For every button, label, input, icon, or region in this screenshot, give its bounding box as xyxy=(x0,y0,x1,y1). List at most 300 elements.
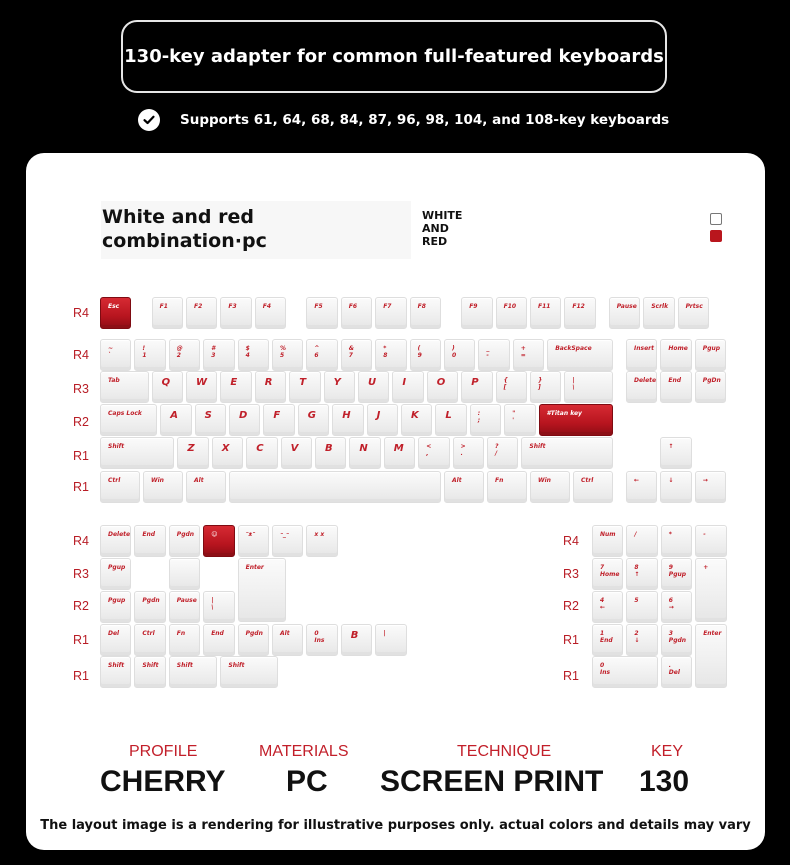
keycap xyxy=(152,371,183,403)
keycap-legend: Alt xyxy=(452,477,462,484)
keycap xyxy=(134,591,165,623)
spec-heading-technique: TECHNIQUE xyxy=(457,743,552,760)
keycap xyxy=(564,297,595,329)
keycap xyxy=(678,297,709,329)
keycap xyxy=(169,525,200,557)
keycap xyxy=(341,297,372,329)
keycap-legend: | xyxy=(383,630,386,637)
keycap-legend: Esc xyxy=(108,303,120,310)
row-label: R1 xyxy=(73,480,89,494)
keycap xyxy=(272,339,303,371)
keycap-legend: R xyxy=(264,377,273,388)
keycap xyxy=(306,624,337,656)
keycap-legend: Ctrl xyxy=(108,477,121,484)
keycap-legend: U xyxy=(368,377,377,388)
keycap xyxy=(661,558,692,590)
keycap xyxy=(212,437,243,469)
keycap-legend: * 8 xyxy=(383,345,388,359)
keycap xyxy=(203,624,234,656)
keycap-legend: F4 xyxy=(262,303,272,310)
row-label: R3 xyxy=(73,382,89,396)
keycap-legend: End xyxy=(668,377,682,384)
keycap xyxy=(255,297,286,329)
keycap xyxy=(298,404,329,436)
keycap xyxy=(367,404,398,436)
keycap-legend: End xyxy=(211,630,224,637)
keycap xyxy=(341,339,372,371)
keycap-legend: > . xyxy=(460,443,466,457)
keycap xyxy=(496,297,527,329)
swatch-white xyxy=(710,213,722,225)
keycap xyxy=(246,437,277,469)
keycap xyxy=(626,525,657,557)
keycap-legend: H xyxy=(342,410,351,421)
keycap-legend: ! 1 xyxy=(142,345,147,359)
row-label: R3 xyxy=(73,567,89,581)
keycap-legend: F11 xyxy=(538,303,551,310)
keycap-legend: Shift xyxy=(176,662,193,669)
keycap-legend: - xyxy=(703,531,706,538)
keycap xyxy=(564,371,613,403)
keycap-legend: P xyxy=(471,377,479,388)
keycap xyxy=(661,624,692,656)
keycap xyxy=(100,404,157,436)
keycap-legend: F12 xyxy=(572,303,585,310)
keycap xyxy=(470,404,501,436)
keycap xyxy=(410,297,441,329)
keycap-legend: ↓ xyxy=(668,477,674,484)
keycap-legend: : ; xyxy=(477,410,481,424)
keycap xyxy=(238,624,269,656)
keycap xyxy=(592,525,623,557)
keycap xyxy=(195,404,226,436)
spec-heading-materials: MATERIALS xyxy=(259,743,349,760)
row-label: R3 xyxy=(563,567,579,581)
keycap xyxy=(695,339,726,371)
spec-value-key: 130 xyxy=(639,765,690,798)
keycap xyxy=(203,525,234,557)
keycap xyxy=(661,525,692,557)
keycap-legend: Z xyxy=(187,443,195,454)
keycap xyxy=(263,404,294,436)
keycap xyxy=(332,404,363,436)
keycap xyxy=(100,591,131,623)
spec-value-technique: SCREEN PRINT xyxy=(380,765,604,798)
keycap-legend: S xyxy=(204,410,212,421)
row-label: R1 xyxy=(73,633,89,647)
keycap-legend: F3 xyxy=(228,303,237,310)
keycap xyxy=(341,624,372,656)
keycap-legend: + = xyxy=(520,345,526,359)
keycap xyxy=(444,339,475,371)
keycap-legend: Pgdn xyxy=(142,597,160,604)
keycap-legend: M xyxy=(393,443,404,454)
keycap-legend: Home xyxy=(668,345,688,352)
keycap-legend: ? / xyxy=(495,443,499,457)
product-title-line1: White and red xyxy=(102,206,254,228)
keycap-legend: Shift xyxy=(228,662,245,669)
keycap-legend: A xyxy=(170,410,178,421)
keycap-legend: Fn xyxy=(495,477,504,484)
row-label: R1 xyxy=(73,669,89,683)
keycap xyxy=(186,471,226,503)
keycap-legend: 7 Home xyxy=(600,564,620,578)
keycap xyxy=(169,656,218,688)
checkmark-icon xyxy=(138,109,160,131)
keycap-legend: C xyxy=(256,443,264,454)
keycap-legend: I xyxy=(402,377,407,388)
keycap-legend: V xyxy=(290,443,299,454)
keycap-legend: | \ xyxy=(211,597,214,611)
keycap xyxy=(573,471,613,503)
keycap-legend: ↑ xyxy=(668,443,674,450)
keycap-legend: 4 ← xyxy=(600,597,606,611)
keycap-legend: E xyxy=(230,377,238,388)
product-card xyxy=(26,153,765,850)
keycap-legend: 8 ↑ xyxy=(634,564,640,578)
keycap-legend: ᵔᴥᵔ xyxy=(245,531,256,538)
keycap xyxy=(100,371,149,403)
keycap xyxy=(695,624,726,688)
keycap xyxy=(169,339,200,371)
headline-box xyxy=(121,20,667,93)
keycap-legend: $ 4 xyxy=(245,345,250,359)
row-label: R2 xyxy=(563,599,579,613)
keycap xyxy=(100,656,131,688)
keycap xyxy=(626,371,657,403)
keycap xyxy=(592,558,623,590)
keycap-legend: F6 xyxy=(348,303,358,310)
keycap-legend: T xyxy=(299,377,307,388)
keycap-legend: Enter xyxy=(703,630,722,637)
keycap-legend: K xyxy=(411,410,419,421)
disclaimer: The layout image is a rendering for illustrative purposes only. actual colors and details may vary xyxy=(40,818,751,833)
keycap xyxy=(306,297,337,329)
keycap xyxy=(152,297,183,329)
keycap-legend: Shift xyxy=(108,443,125,450)
keycap-legend: Pause xyxy=(176,597,197,604)
keycap-legend: + xyxy=(703,564,709,571)
keycap xyxy=(487,471,527,503)
keycap xyxy=(435,404,466,436)
keycap-legend: Shift xyxy=(529,443,546,450)
keycap-legend: BackSpace xyxy=(555,345,592,352)
keycap-legend: Alt xyxy=(280,630,290,637)
keycap xyxy=(695,558,726,622)
keycap xyxy=(100,525,131,557)
keycap xyxy=(272,624,303,656)
keycap xyxy=(643,297,674,329)
keycap xyxy=(289,371,320,403)
keycap-legend: / xyxy=(634,531,637,538)
keycap xyxy=(134,339,165,371)
keycap-legend: Delete xyxy=(634,377,657,384)
keycap xyxy=(358,371,389,403)
keycap-legend: B xyxy=(350,630,359,641)
keycap xyxy=(169,624,200,656)
keycap xyxy=(186,371,217,403)
keycap-legend: PgDn xyxy=(702,377,721,384)
keycap-legend: #Titan key xyxy=(546,410,582,417)
keycap-legend: F8 xyxy=(417,303,426,310)
keycap xyxy=(626,591,657,623)
keycap-legend: 3 Pgdn xyxy=(668,630,687,644)
keycap-legend: F10 xyxy=(503,303,517,310)
keycap xyxy=(461,297,492,329)
keycap xyxy=(306,339,337,371)
keycap xyxy=(660,371,691,403)
keycap xyxy=(461,371,492,403)
keycap-legend: Enter xyxy=(245,564,264,571)
keycap-legend: | \ xyxy=(572,377,575,391)
keycap-legend: ← xyxy=(634,477,640,484)
keycap-legend: Tab xyxy=(108,377,120,384)
keycap xyxy=(592,656,658,688)
row-label: R4 xyxy=(563,534,579,548)
keycap xyxy=(444,471,484,503)
keycap-legend: G xyxy=(307,410,317,421)
keycap xyxy=(384,437,415,469)
colorway-line1: WHITE xyxy=(422,209,463,222)
keycap xyxy=(349,437,380,469)
keycap xyxy=(453,437,484,469)
keycap xyxy=(521,437,613,469)
spec-heading-key: KEY xyxy=(651,743,684,760)
keycap xyxy=(229,404,260,436)
keycap-legend: ☺ xyxy=(211,531,218,538)
row-label: R4 xyxy=(73,534,89,548)
keycap xyxy=(100,339,131,371)
keycap xyxy=(487,437,518,469)
keycap xyxy=(695,471,726,503)
keycap-legend: Win xyxy=(151,477,164,484)
keycap-legend: ^ 6 xyxy=(314,345,320,359)
keycap-legend: Pgup xyxy=(108,564,126,571)
keycap xyxy=(592,624,623,656)
keycap xyxy=(410,339,441,371)
keycap-legend: 1 End xyxy=(600,630,613,644)
keycap-legend: X xyxy=(221,443,230,454)
keycap xyxy=(660,437,691,469)
keycap-legend: < , xyxy=(426,443,432,457)
keycap xyxy=(401,404,432,436)
keycap-legend: Q xyxy=(161,377,171,388)
keycap-legend: _ - xyxy=(486,345,490,359)
keycap xyxy=(626,339,657,371)
keycap-legend: Fn xyxy=(176,630,186,637)
keycap xyxy=(661,591,692,623)
keycap-legend: % 5 xyxy=(280,345,287,359)
keycap-legend: Pgup xyxy=(702,345,721,352)
keycap-legend: Prtsc xyxy=(685,303,703,310)
keycap xyxy=(143,471,183,503)
keycap xyxy=(220,656,277,688)
keycap xyxy=(592,591,623,623)
keycap xyxy=(134,656,165,688)
compatibility-text: Supports 61, 64, 68, 84, 87, 96, 98, 104, and 108-key keyboards xyxy=(180,112,670,128)
keycap-legend: 0 Ins xyxy=(314,630,325,644)
keycap xyxy=(530,371,561,403)
keycap xyxy=(513,339,544,371)
keycap xyxy=(324,371,355,403)
keycap-legend: ) 0 xyxy=(452,345,457,359)
keycap xyxy=(609,297,640,329)
keycap-legend: { [ xyxy=(503,377,508,391)
keycap xyxy=(695,371,726,403)
keycap-legend: * xyxy=(668,531,672,538)
keycap-legend: B xyxy=(325,443,333,454)
keycap-legend: Alt xyxy=(194,477,204,484)
keycap xyxy=(375,297,406,329)
keycap-legend: Del xyxy=(108,630,120,637)
row-label: R4 xyxy=(73,348,89,362)
keycap-legend: Y xyxy=(333,377,341,388)
keycap-legend: Shift xyxy=(142,662,159,669)
keycap xyxy=(315,437,346,469)
row-label: R1 xyxy=(73,449,89,463)
keycap-legend: L xyxy=(445,410,452,421)
keycap-legend: Win xyxy=(538,477,551,484)
keycap xyxy=(306,525,337,557)
swatch-red xyxy=(710,230,722,242)
keycap xyxy=(660,471,691,503)
row-label: R2 xyxy=(73,599,89,613)
keycap-legend: W xyxy=(196,377,208,388)
keycap xyxy=(169,558,200,590)
keycap xyxy=(100,471,140,503)
keycap xyxy=(272,525,303,557)
keycap-legend: Pgdn xyxy=(176,531,195,538)
keycap xyxy=(418,437,449,469)
product-title-line2: combination·pc xyxy=(102,230,267,252)
keycap xyxy=(134,525,165,557)
keycap xyxy=(255,371,286,403)
keycap-legend: ᵕ_ᵕ xyxy=(280,531,289,538)
keycap xyxy=(169,591,200,623)
keycap xyxy=(478,339,509,371)
keycap-legend: 6 → xyxy=(668,597,674,611)
keycap-legend: @ 2 xyxy=(176,345,183,359)
keycap xyxy=(375,339,406,371)
keycap xyxy=(220,297,251,329)
keycap-legend: J xyxy=(376,410,381,421)
keycap-legend: 9 Pgup xyxy=(668,564,687,578)
row-label: R2 xyxy=(73,415,89,429)
row-label: R4 xyxy=(73,306,89,320)
keycap xyxy=(229,471,441,503)
keycap-legend: Delete xyxy=(108,531,131,538)
product-title xyxy=(102,205,267,253)
colorway-label xyxy=(422,209,462,248)
keycap-legend: → xyxy=(702,477,708,484)
keycap-legend: " ' xyxy=(512,410,516,424)
keycap-legend: F xyxy=(273,410,281,421)
keycap xyxy=(427,371,458,403)
keycap-legend: N xyxy=(359,443,368,454)
keycap xyxy=(160,404,191,436)
keycap xyxy=(134,624,165,656)
keycap-legend: 0 Ins xyxy=(600,662,611,676)
colorway-line2: AND xyxy=(422,222,449,235)
row-label: R1 xyxy=(563,633,579,647)
keycap xyxy=(547,339,613,371)
keycap-legend: Scrlk xyxy=(651,303,669,310)
keycap xyxy=(220,371,251,403)
keycap xyxy=(100,558,131,590)
keycap-legend: ( 9 xyxy=(417,345,422,359)
keycap-legend: Shift xyxy=(108,662,125,669)
spec-heading-profile: PROFILE xyxy=(129,743,198,760)
keycap-legend: 2 ↓ xyxy=(634,630,640,644)
keycap xyxy=(661,656,692,688)
keycap-legend: # 3 xyxy=(211,345,216,359)
spec-value-profile: CHERRY xyxy=(100,765,226,798)
keycap xyxy=(695,525,726,557)
keycap xyxy=(660,339,691,371)
keycap xyxy=(504,404,535,436)
keycap-legend: F9 xyxy=(469,303,478,310)
keycap xyxy=(375,624,406,656)
keycap xyxy=(530,297,561,329)
keycap xyxy=(626,624,657,656)
keycap xyxy=(203,591,234,623)
keycap-legend: Ctrl xyxy=(142,630,155,637)
keycap xyxy=(392,371,423,403)
keycap xyxy=(238,558,287,622)
keycap xyxy=(238,339,269,371)
colorway-line3: RED xyxy=(422,235,448,248)
keycap-legend: Caps Lock xyxy=(108,410,142,417)
keycap-legend: Insert xyxy=(634,345,654,352)
keycap xyxy=(186,297,217,329)
keycap-legend: Pgdn xyxy=(245,630,263,637)
headline: 130-key adapter for common full-featured keyboards xyxy=(124,46,664,67)
keycap-legend: Pgup xyxy=(108,597,126,604)
keycap-legend: Num xyxy=(600,531,616,538)
keycap-legend: & 7 xyxy=(348,345,355,359)
keycap xyxy=(281,437,312,469)
keycap-legend: Pause xyxy=(616,303,637,310)
keycap xyxy=(530,471,570,503)
keycap-legend: O xyxy=(436,377,446,388)
keycap xyxy=(203,339,234,371)
keycap-legend: End xyxy=(142,531,156,538)
compatibility-line xyxy=(138,108,669,132)
keycap xyxy=(100,437,174,469)
keycap-legend: ~ ` xyxy=(108,345,114,359)
keycap xyxy=(539,404,613,436)
keycap-legend: . Del xyxy=(668,662,680,676)
keycap-legend: x x xyxy=(314,531,325,538)
keycap-legend: 5 xyxy=(634,597,639,604)
keycap-legend: D xyxy=(239,410,248,421)
keycap xyxy=(100,297,131,329)
keycap xyxy=(177,437,208,469)
keycap xyxy=(496,371,527,403)
keycap xyxy=(100,624,131,656)
keycap-legend: F7 xyxy=(383,303,392,310)
keycap-legend: F2 xyxy=(194,303,203,310)
keycap xyxy=(626,471,657,503)
keycap xyxy=(626,558,657,590)
keycap xyxy=(238,525,269,557)
keycap-legend: F5 xyxy=(314,303,323,310)
spec-value-materials: PC xyxy=(286,765,328,798)
row-label: R1 xyxy=(563,669,579,683)
keycap-legend: F1 xyxy=(159,303,168,310)
keycap-legend: Ctrl xyxy=(581,477,594,484)
keycap-legend: } ] xyxy=(538,377,543,391)
